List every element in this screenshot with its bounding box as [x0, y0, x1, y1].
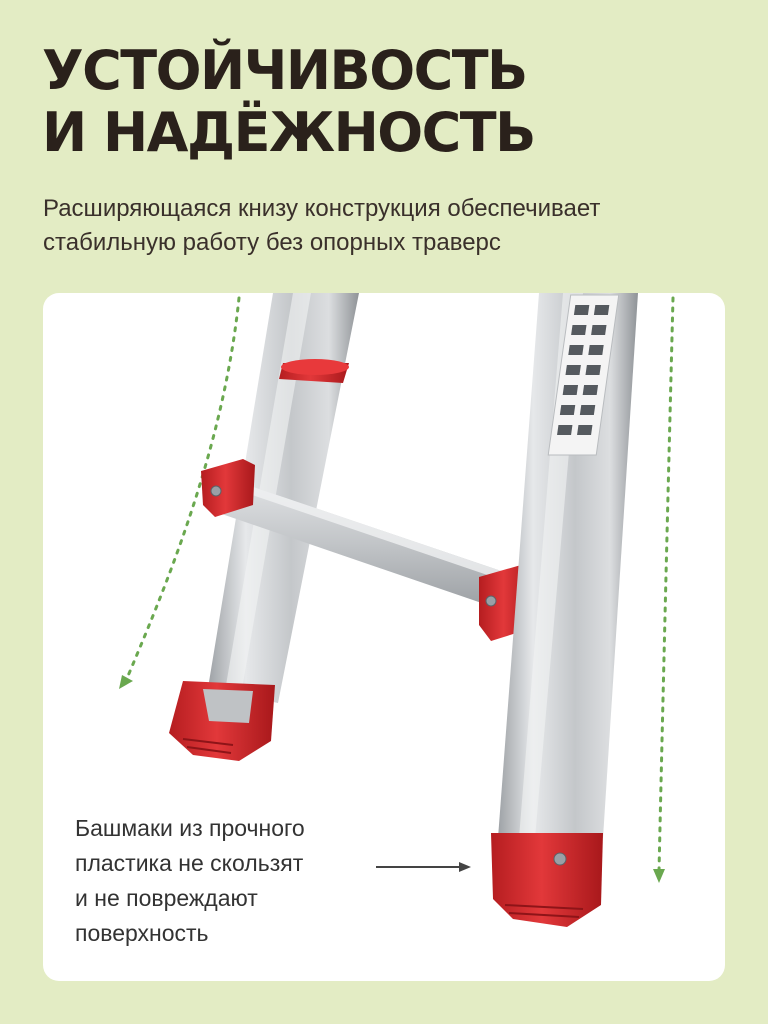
callout-line-1: Башмаки из прочного	[75, 815, 305, 841]
product-image-card	[43, 293, 725, 981]
right-rubber-foot	[491, 833, 603, 927]
callout-line-2: пластика не скользят	[75, 850, 304, 876]
callout-line-4: поверхность	[75, 920, 209, 946]
subtitle-line-1: Расширяющаяся книзу конструкция обеспечивает	[43, 195, 601, 222]
headline-line-1: УСТОЙЧИВОСТЬ	[42, 39, 527, 102]
feet-callout	[75, 811, 305, 951]
right-stability-arrow	[653, 298, 673, 883]
headline	[42, 40, 535, 164]
callout-line-3: и не повреждают	[75, 885, 258, 911]
subtitle	[43, 192, 743, 260]
right-ladder-rail	[498, 293, 638, 838]
left-rubber-foot	[169, 681, 275, 761]
headline-line-2: И НАДЁЖНОСТЬ	[42, 101, 535, 164]
subtitle-line-2: стабильную работу без опорных траверс	[43, 229, 501, 256]
pointer-arrow	[376, 862, 471, 872]
